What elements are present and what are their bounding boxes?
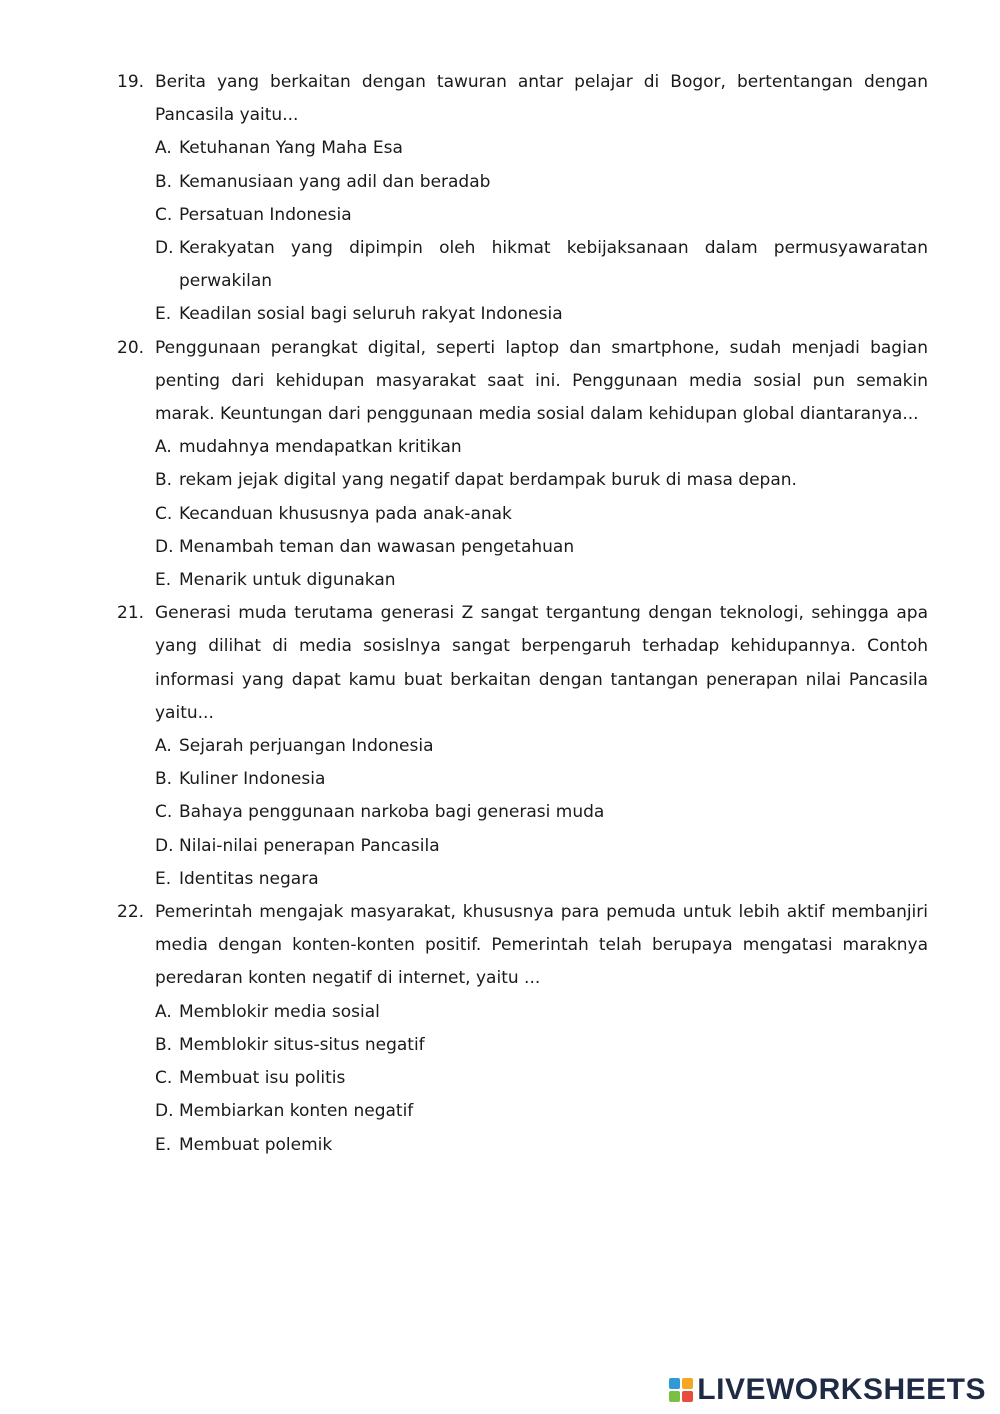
option-letter: B. [155,470,173,491]
option-c[interactable] [155,199,928,232]
option-d[interactable] [155,830,928,863]
option-text: Membuat polemik [179,1134,333,1155]
option-letter: A. [155,1001,172,1022]
option-e[interactable] [155,1129,928,1162]
option-text: Kerakyatan yang dipimpin oleh hikmat kebijaksanaan dalam permusyawaratan perwakilan [179,238,928,292]
option-letter: A. [155,437,172,458]
option-d[interactable] [155,1095,928,1128]
option-text: rekam jejak digital yang negatif dapat berdampak buruk di masa depan. [179,470,797,491]
option-letter: C. [155,503,173,524]
option-text: mudahnya mendapatkan kritikan [179,437,462,458]
option-letter: E. [155,868,172,889]
mark-square [669,1378,680,1389]
liveworksheets-mark-icon [669,1378,693,1402]
option-letter: E. [155,304,172,325]
option-text: Kuliner Indonesia [179,769,326,790]
option-text: Kecanduan khususnya pada anak-anak [179,503,512,524]
option-text: Identitas negara [179,868,319,889]
option-text: Menambah teman dan wawasan pengetahuan [179,536,575,557]
question-number: 21. [117,603,145,624]
option-text: Bahaya penggunaan narkoba bagi generasi muda [179,802,605,823]
option-letter: D. [155,238,174,259]
option-a[interactable] [155,431,928,464]
option-letter: B. [155,1034,173,1055]
option-text: Ketuhanan Yang Maha Esa [179,138,403,159]
option-text: Membiarkan konten negatif [179,1101,414,1122]
option-text: Sejarah perjuangan Indonesia [179,736,434,757]
question-text: Berita yang berkaitan dengan tawuran antar pelajar di Bogor, bertentangan dengan Pancasila yaitu... [155,72,928,126]
option-b[interactable] [155,1029,928,1062]
question-19 [117,66,928,332]
answer-options [155,996,928,1162]
answer-options [155,730,928,896]
question-20 [117,332,928,598]
option-text: Kemanusiaan yang adil dan beradab [179,171,491,192]
option-letter: B. [155,769,173,790]
option-text: Memblokir media sosial [179,1001,380,1022]
brand-text: LIVEWORKSHEETS [697,1373,986,1406]
question-number: 20. [117,337,145,358]
option-letter: D. [155,536,174,557]
option-letter: A. [155,138,172,159]
option-e[interactable] [155,298,928,331]
option-letter: D. [155,835,174,856]
mark-square [682,1378,693,1389]
answer-options [155,132,928,331]
option-text: Nilai-nilai penerapan Pancasila [179,835,440,856]
option-a[interactable] [155,132,928,165]
option-letter: A. [155,736,172,757]
mark-square [682,1391,693,1402]
option-letter: C. [155,204,173,225]
worksheet-page [0,66,1000,1162]
option-c[interactable] [155,1062,928,1095]
question-text: Pemerintah mengajak masyarakat, khususnya para pemuda untuk lebih aktif membanjiri media dengan konten-konten positif. Pemerintah telah berupaya mengatasi maraknya peredaran konten negatif di internet, yaitu ... [155,902,928,989]
option-text: Keadilan sosial bagi seluruh rakyat Indonesia [179,304,563,325]
option-letter: C. [155,1068,173,1089]
option-letter: B. [155,171,173,192]
option-e[interactable] [155,863,928,896]
question-22 [117,896,928,1162]
liveworksheets-logo [669,1372,986,1408]
option-b[interactable] [155,763,928,796]
option-b[interactable] [155,464,928,497]
question-21 [117,597,928,896]
option-d[interactable] [155,531,928,564]
option-c[interactable] [155,796,928,829]
answer-options [155,431,928,597]
option-text: Memblokir situs-situs negatif [179,1034,425,1055]
option-letter: D. [155,1101,174,1122]
question-number: 19. [117,72,145,92]
option-e[interactable] [155,564,928,597]
question-number: 22. [117,902,145,923]
option-text: Persatuan Indonesia [179,204,352,225]
option-b[interactable] [155,166,928,199]
option-text: Membuat isu politis [179,1068,346,1089]
option-a[interactable] [155,996,928,1029]
option-a[interactable] [155,730,928,763]
option-letter: C. [155,802,173,823]
option-text: Menarik untuk digunakan [179,570,396,591]
mark-square [669,1391,680,1402]
option-d[interactable] [155,232,928,298]
option-letter: E. [155,1134,172,1155]
question-text: Penggunaan perangkat digital, seperti laptop dan smartphone, sudah menjadi bagian penting dari kehidupan masyarakat saat ini. Penggunaan media sosial pun semakin marak. Keuntungan dari penggunaan media sosial dalam kehidupan global diantaranya... [155,337,928,425]
option-c[interactable] [155,498,928,531]
option-letter: E. [155,570,172,591]
question-text: Generasi muda terutama generasi Z sangat tergantung dengan teknologi, sehingga apa yang dilihat di media sosislnya sangat berpengaruh terhadap kehidupannya. Contoh informasi yang dapat kamu buat berkaitan dengan tantangan penerapan nilai Pancasila yaitu... [155,603,928,723]
